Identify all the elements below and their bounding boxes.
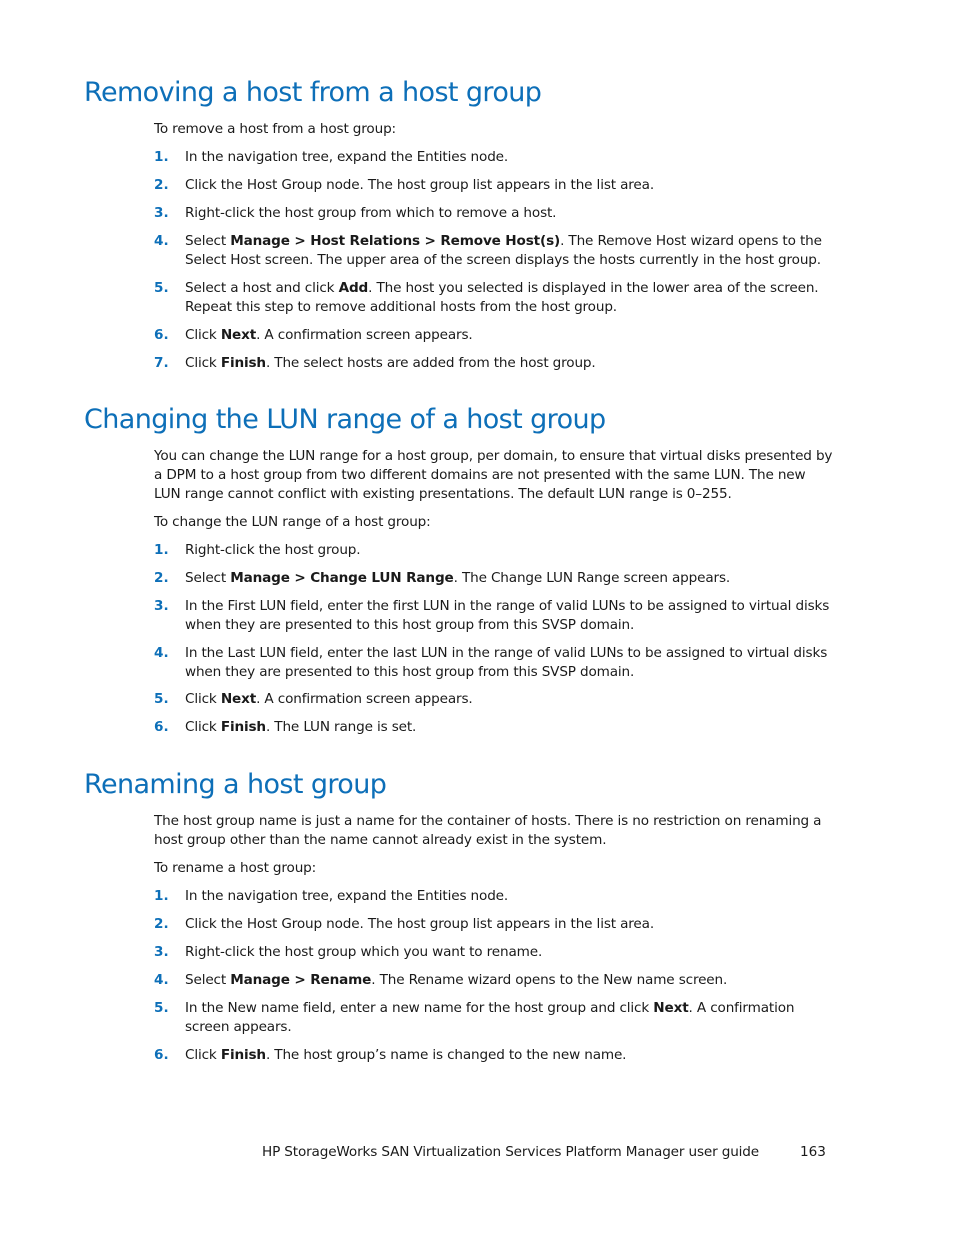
step-number: 6. [154,719,169,735]
ui-command: Finish [220,1047,266,1063]
step-text-part: Click [185,355,221,371]
section-intro: To rename a host group: [154,860,317,876]
step-text [185,541,837,560]
step-text [185,971,837,990]
step-text-part: . The host you selected is displayed in the lower area of the screen. Repeat this step to remove additional hosts from the host group. [185,280,819,315]
step-text [185,943,837,962]
section-heading-changing-lun-range: Changing the LUN range of a host group [84,404,606,435]
step-text [185,204,837,223]
page-number: 163 [800,1144,826,1160]
section-heading-removing-host: Removing a host from a host group [84,77,542,108]
step-text-part: Click [185,1047,221,1063]
step-number: 1. [154,149,169,165]
section-description: You can change the LUN range for a host group, per domain, to ensure that virtual disks presented by a DPM to a host group from two different domains are not presented with the same LUN. The new LUN range cannot conflict with existing presentations. The default LUN range is 0–255. [154,448,833,502]
step-text [185,597,837,635]
ui-command: Add [338,280,369,296]
step-number: 6. [154,327,169,343]
ui-command: Manage > Host Relations > Remove Host(s) [230,233,561,249]
step-text-part: Select [185,570,231,586]
step-text-part: Click the Host Group node. The host group list appears in the list area. [185,177,654,193]
step-text-part: Right-click the host group which you want to rename. [185,944,543,960]
step-text [185,148,837,167]
section-description: The host group name is just a name for the container of hosts. There is no restriction on renaming a host group other than the name cannot already exist in the system. [154,813,822,848]
step-text-part: Click [185,327,221,343]
section-intro: To change the LUN range of a host group: [154,514,431,530]
step-number: 4. [154,233,169,249]
step-text [185,569,837,588]
step-text-part: Right-click the host group. [185,542,361,558]
ui-command: Next [220,327,257,343]
step-text-part: In the navigation tree, expand the Entities node. [185,149,509,165]
ui-command: Finish [220,355,266,371]
step-number: 3. [154,205,169,221]
step-number: 2. [154,177,169,193]
ui-command: Manage > Rename [230,972,372,988]
step-text-part: . A confirmation screen appears. [185,1000,795,1035]
step-number: 3. [154,598,169,614]
step-text-part: In the New name field, enter a new name for the host group and click [185,1000,654,1016]
step-text [185,999,837,1037]
step-text-part: . The Change LUN Range screen appears. [453,570,731,586]
step-text-part: . A confirmation screen appears. [256,327,473,343]
step-text-part: In the First LUN field, enter the first LUN in the range of valid LUNs to be assigned to virtual disks when they are presented to this host group from this SVSP domain. [185,598,830,633]
step-number: 2. [154,916,169,932]
step-text-part: Select [185,233,231,249]
step-text-part: . The Rename wizard opens to the New name screen. [371,972,728,988]
step-text [185,644,837,682]
ui-command: Finish [220,719,266,735]
step-text-part: Click [185,719,221,735]
step-number: 3. [154,944,169,960]
step-number: 1. [154,888,169,904]
step-number: 7. [154,355,169,371]
step-number: 5. [154,280,169,296]
step-number: 6. [154,1047,169,1063]
step-text [185,690,837,709]
step-text [185,326,837,345]
footer-title: HP StorageWorks SAN Virtualization Services Platform Manager user guide [262,1144,759,1160]
step-text-part: . The select hosts are added from the host group. [265,355,596,371]
section-intro: To remove a host from a host group: [154,121,396,137]
step-text [185,887,837,906]
step-text-part: In the navigation tree, expand the Entities node. [185,888,509,904]
section-heading-renaming-host-group: Renaming a host group [84,769,387,800]
step-number: 5. [154,691,169,707]
step-number: 2. [154,570,169,586]
step-text [185,279,837,317]
step-text-part: . The Remove Host wizard opens to the Select Host screen. The upper area of the screen displays the hosts currently in the host group. [185,233,822,268]
step-text-part: In the Last LUN field, enter the last LUN in the range of valid LUNs to be assigned to virtual disks when they are presented to this host group from this SVSP domain. [185,645,828,680]
step-text [185,232,837,270]
step-number: 4. [154,645,169,661]
ui-command: Next [220,691,257,707]
step-text-part: Click the Host Group node. The host group list appears in the list area. [185,916,654,932]
ui-command: Manage > Change LUN Range [230,570,454,586]
step-text [185,718,837,737]
step-text-part: . A confirmation screen appears. [256,691,473,707]
step-text [185,176,837,195]
step-number: 5. [154,1000,169,1016]
step-text [185,1046,837,1065]
step-text [185,915,837,934]
ui-command: Next [653,1000,689,1016]
step-number: 4. [154,972,169,988]
step-text-part: Click [185,691,221,707]
step-number: 1. [154,542,169,558]
step-text-part: Select [185,972,231,988]
step-text-part: . The host group’s name is changed to the new name. [265,1047,627,1063]
step-text-part: Select a host and click [185,280,339,296]
step-text-part: Right-click the host group from which to remove a host. [185,205,557,221]
step-text [185,354,837,373]
step-text-part: . The LUN range is set. [265,719,417,735]
